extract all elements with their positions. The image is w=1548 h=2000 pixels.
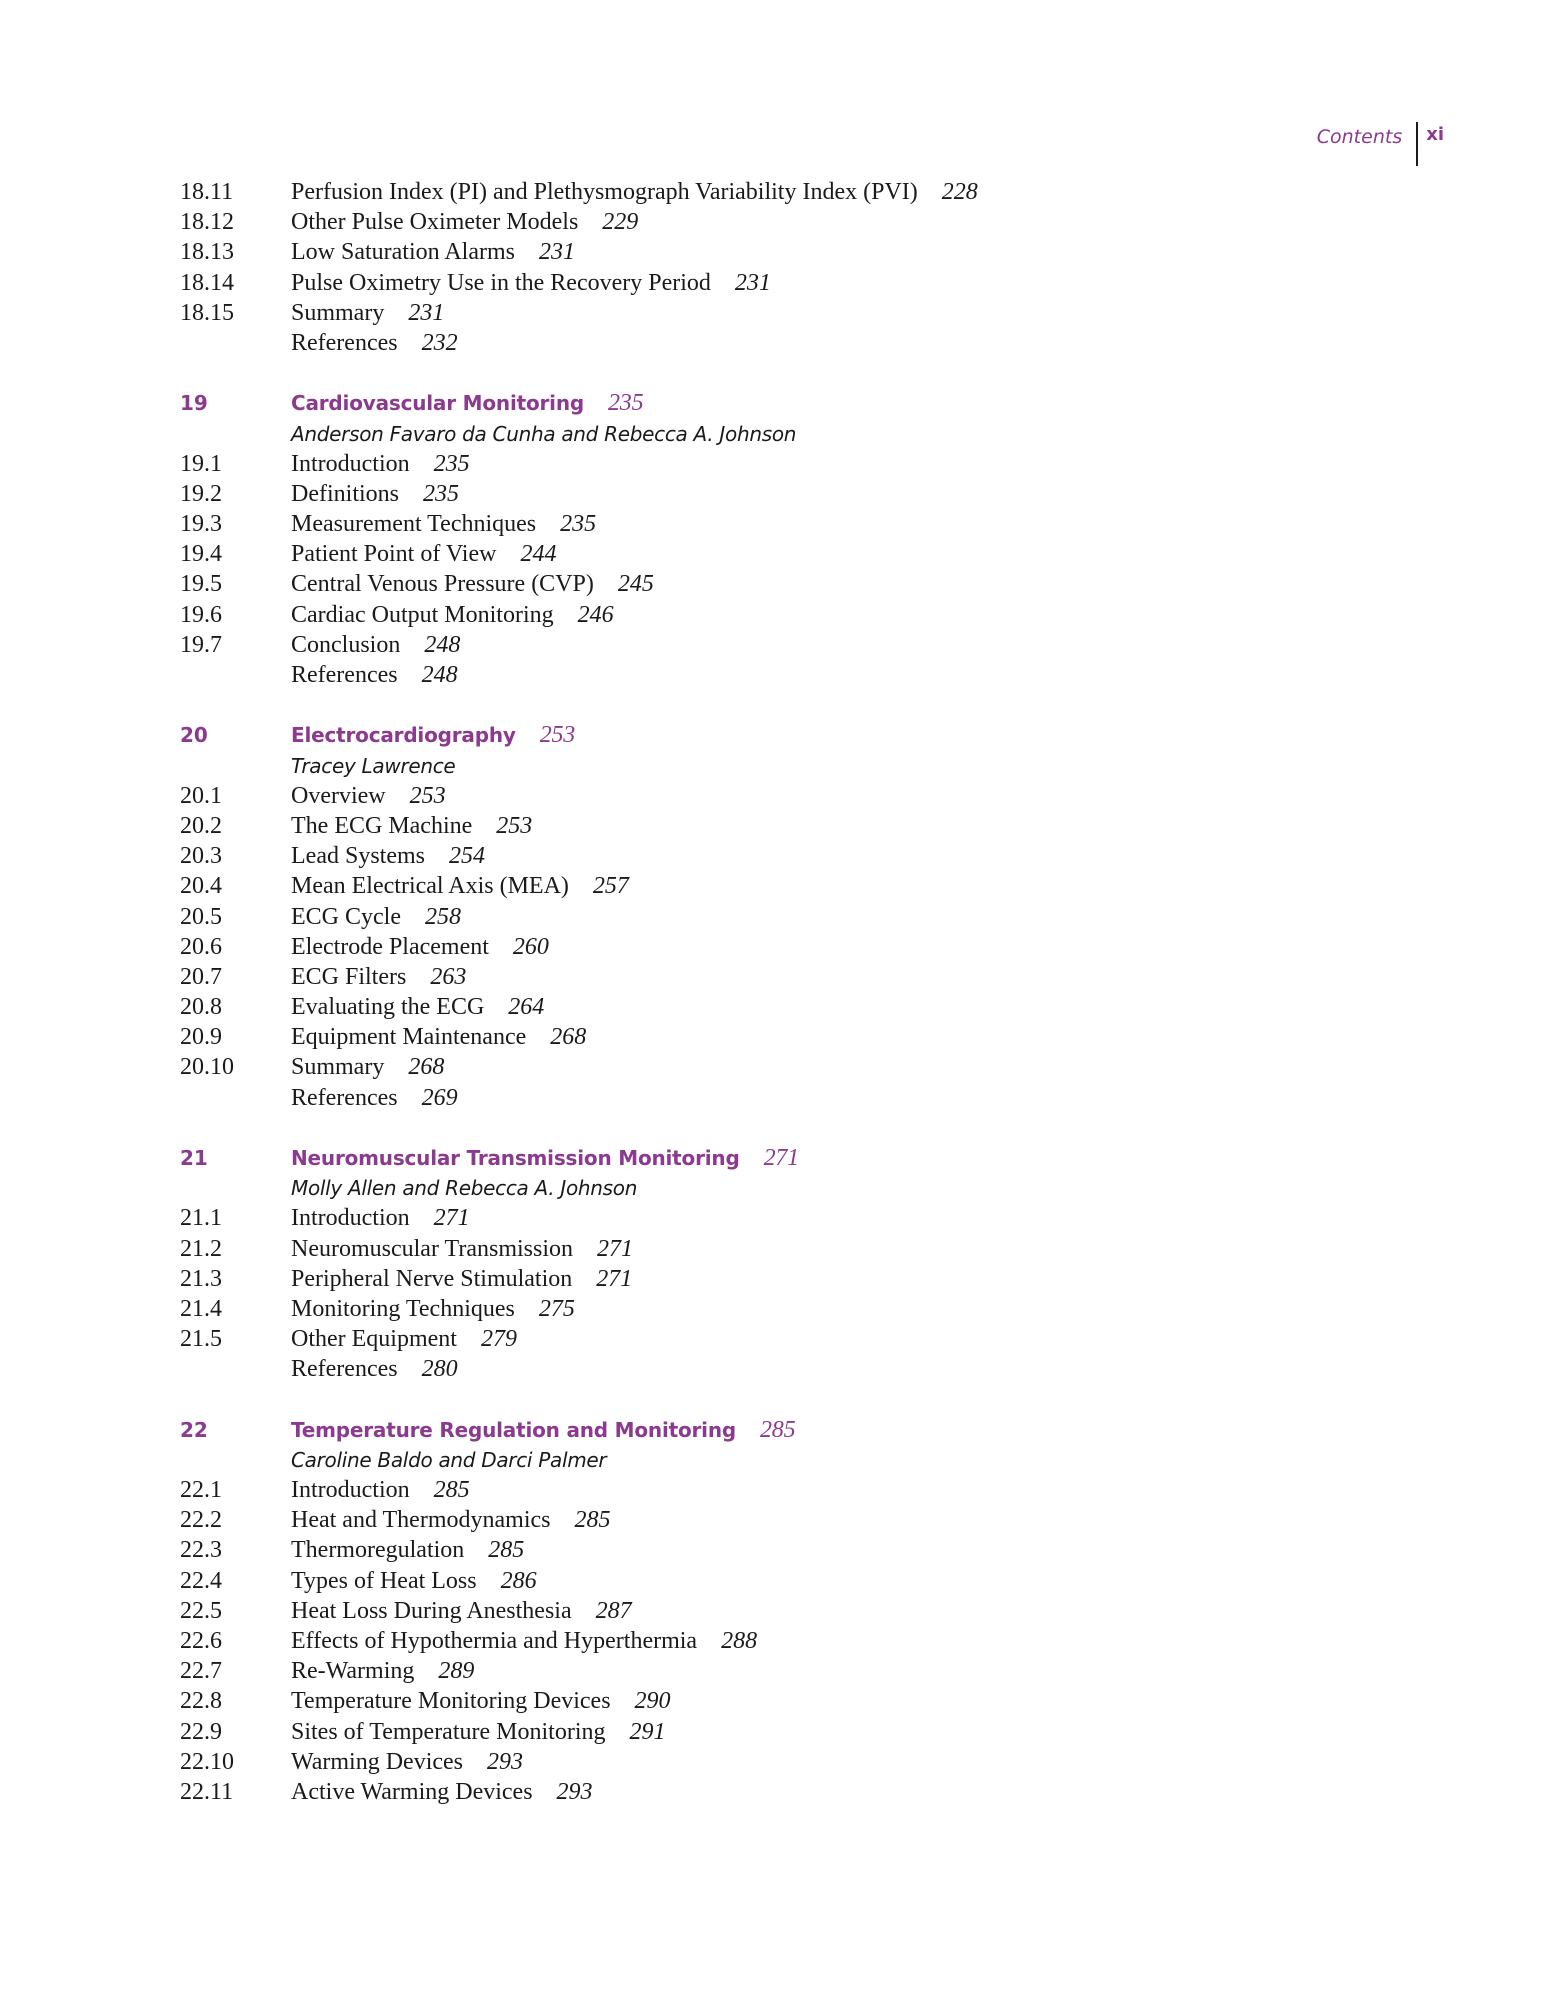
toc-entry[interactable]: [180, 1475, 1380, 1505]
section-title: Temperature Monitoring Devices: [291, 1688, 611, 1715]
section-title: Patient Point of View: [291, 541, 497, 568]
running-head-page-number: xi: [1426, 124, 1444, 145]
section-title: Introduction: [291, 1477, 410, 1504]
section-page: 263: [430, 963, 467, 990]
toc-entry[interactable]: [180, 1747, 1380, 1777]
section-number: 22.3: [180, 1537, 222, 1564]
section-page: 279: [480, 1326, 517, 1353]
section-title-line: [291, 479, 459, 509]
chapter-title: Cardiovascular Monitoring: [291, 391, 584, 416]
section-title: The ECG Machine: [291, 812, 473, 839]
toc-entry[interactable]: [180, 1052, 1380, 1082]
section-title-line: [291, 660, 458, 690]
section-page: 253: [496, 812, 533, 839]
section-page: 293: [556, 1778, 593, 1805]
toc-entry[interactable]: [180, 1022, 1380, 1052]
section-gap: [180, 358, 1380, 388]
section-number: 21.3: [180, 1265, 222, 1292]
chapter-page: 235: [607, 390, 644, 417]
section-title-line: [291, 207, 638, 237]
section-title-line: [291, 871, 629, 901]
toc-entry[interactable]: [180, 1505, 1380, 1535]
section-page: 271: [433, 1205, 470, 1232]
section-title: Active Warming Devices: [291, 1778, 533, 1805]
section-number: 21.4: [180, 1295, 222, 1322]
section-page: 235: [560, 511, 597, 538]
section-title-line: [291, 811, 532, 841]
section-page: 248: [424, 631, 461, 658]
section-gap: [180, 1385, 1380, 1415]
toc-entry[interactable]: [180, 539, 1380, 569]
section-title: Neuromuscular Transmission: [291, 1235, 573, 1262]
section-number: 22.11: [180, 1778, 234, 1805]
toc-entry[interactable]: [180, 1083, 1380, 1113]
chapter-heading[interactable]: [180, 388, 1380, 418]
section-number: 22.1: [180, 1477, 222, 1504]
chapter-number: 20: [180, 723, 208, 748]
section-page: 244: [520, 541, 557, 568]
section-page: 271: [597, 1235, 633, 1262]
chapter-title-line: [291, 1415, 795, 1445]
section-title: Definitions: [291, 480, 399, 507]
section-title-line: [291, 1475, 470, 1505]
section-number: 19.2: [180, 480, 222, 507]
section-page: 286: [500, 1567, 537, 1594]
section-page: 280: [421, 1356, 458, 1383]
section-title-line: [291, 449, 470, 479]
chapter-heading[interactable]: [180, 720, 1380, 750]
section-title: Measurement Techniques: [291, 511, 537, 538]
toc-entry[interactable]: [180, 871, 1380, 901]
section-page: 290: [634, 1688, 671, 1715]
toc-entry[interactable]: [180, 1535, 1380, 1565]
section-page: 231: [408, 299, 445, 326]
section-number: 22.4: [180, 1567, 222, 1594]
chapter-number: 21: [180, 1146, 208, 1170]
chapter-number: 19: [180, 391, 208, 416]
section-page: 289: [438, 1658, 475, 1685]
section-number: 20.2: [180, 812, 222, 839]
chapter-title-line: [291, 388, 643, 418]
toc-entry[interactable]: [180, 600, 1380, 630]
chapter-page: 285: [759, 1416, 796, 1443]
section-title-line: [291, 328, 458, 358]
section-title: References: [291, 329, 398, 356]
section-title: Conclusion: [291, 631, 401, 658]
toc-entry[interactable]: [180, 1354, 1380, 1384]
section-title-line: [291, 902, 461, 932]
section-title-line: [291, 1083, 458, 1113]
toc-entry[interactable]: [180, 509, 1380, 539]
chapter-page: 253: [539, 722, 576, 749]
toc-entry[interactable]: [180, 1324, 1380, 1354]
section-number: 22.6: [180, 1628, 222, 1654]
section-title: Monitoring Techniques: [291, 1295, 515, 1322]
toc-entry[interactable]: [180, 298, 1380, 328]
section-number: 22.2: [180, 1507, 222, 1534]
section-title: References: [291, 1084, 398, 1111]
section-number: 22.10: [180, 1748, 234, 1775]
section-title-line: [291, 1354, 458, 1384]
section-title-line: [291, 1566, 537, 1596]
section-page: 231: [734, 269, 771, 296]
section-title: Other Pulse Oximeter Models: [291, 209, 579, 236]
section-number: 19.7: [180, 631, 222, 658]
section-title: Pulse Oximetry Use in the Recovery Period: [291, 269, 711, 296]
section-number: 20.6: [180, 933, 222, 960]
section-page: 231: [538, 239, 575, 266]
section-title: Perfusion Index (PI) and Plethysmograph Variability Index (PVI): [291, 179, 918, 205]
section-title-line: [291, 298, 444, 328]
section-number: 20.4: [180, 873, 222, 900]
section-title: Low Saturation Alarms: [291, 239, 515, 266]
toc-entry[interactable]: [180, 268, 1380, 298]
section-number: 19.3: [180, 511, 222, 538]
section-title-line: [291, 1505, 610, 1535]
section-page: 285: [433, 1477, 470, 1504]
section-title: Heat and Thermodynamics: [291, 1507, 551, 1534]
section-page: 235: [433, 450, 470, 477]
section-number: 18.13: [180, 239, 234, 266]
toc-entry[interactable]: [180, 569, 1380, 599]
section-page: 287: [595, 1597, 632, 1624]
section-number: 18.11: [180, 179, 234, 205]
section-title-line: [291, 1294, 575, 1324]
section-number: 19.6: [180, 601, 222, 628]
toc-entry[interactable]: [180, 1686, 1380, 1716]
toc-entry[interactable]: [180, 630, 1380, 660]
section-page: 245: [617, 571, 654, 598]
toc-entry[interactable]: [180, 328, 1380, 358]
section-title-line: [291, 992, 544, 1022]
toc-entry[interactable]: [180, 811, 1380, 841]
section-title-line: [291, 539, 556, 569]
toc-entry[interactable]: [180, 962, 1380, 992]
table-of-contents: [180, 177, 1380, 1807]
section-title-line: [291, 1596, 632, 1626]
section-title-line: [291, 1324, 517, 1354]
section-title-line: [291, 630, 460, 660]
section-number: 22.8: [180, 1688, 222, 1715]
section-number: 18.15: [180, 299, 234, 326]
section-page: 254: [448, 843, 485, 870]
section-title: Heat Loss During Anesthesia: [291, 1597, 572, 1624]
section-title-line: [291, 932, 549, 962]
section-title-line: [291, 1686, 671, 1716]
section-title: Evaluating the ECG: [291, 994, 485, 1021]
toc-entry[interactable]: [180, 1717, 1380, 1747]
section-title-line: [291, 1234, 633, 1264]
chapter-title-line: [291, 1143, 799, 1173]
section-number: 20.3: [180, 843, 222, 870]
section-number: 19.4: [180, 541, 222, 568]
running-head: [1317, 122, 1444, 162]
section-page: 229: [602, 209, 639, 236]
section-number: 18.14: [180, 269, 234, 296]
toc-entry[interactable]: [180, 902, 1380, 932]
section-page: 268: [408, 1054, 445, 1081]
section-title: Cardiac Output Monitoring: [291, 601, 554, 628]
section-title-line: [291, 1717, 665, 1747]
section-page: 285: [488, 1537, 525, 1564]
section-title-line: [291, 237, 575, 267]
toc-entry[interactable]: [180, 449, 1380, 479]
section-page: 228: [941, 179, 978, 205]
section-title-line: [291, 1535, 524, 1565]
section-title: Electrode Placement: [291, 933, 489, 960]
section-title-line: [291, 1022, 586, 1052]
section-number: 19.1: [180, 450, 222, 477]
toc-entry[interactable]: [180, 1294, 1380, 1324]
section-title-line: [291, 600, 614, 630]
toc-entry[interactable]: [180, 660, 1380, 690]
section-number: 22.7: [180, 1658, 222, 1685]
section-page: 257: [592, 873, 629, 900]
section-page: 275: [538, 1295, 575, 1322]
section-title: Equipment Maintenance: [291, 1024, 527, 1051]
section-title: References: [291, 662, 398, 688]
section-title: ECG Filters: [291, 963, 407, 990]
toc-entry[interactable]: [180, 1264, 1380, 1294]
section-page: 285: [574, 1507, 611, 1534]
section-title: Summary: [291, 1054, 385, 1081]
section-title: Types of Heat Loss: [291, 1567, 477, 1594]
section-number: 22.5: [180, 1597, 222, 1624]
toc-entry[interactable]: [180, 1596, 1380, 1626]
section-page: 268: [550, 1024, 587, 1051]
section-gap: [180, 690, 1380, 720]
section-number: 21.2: [180, 1235, 222, 1262]
chapter-page: 271: [763, 1145, 799, 1171]
chapter-title: Neuromuscular Transmission Monitoring: [291, 1146, 740, 1170]
section-page: 260: [512, 933, 549, 960]
section-number: 20.8: [180, 994, 222, 1021]
section-page: 293: [487, 1748, 524, 1775]
section-title-line: [291, 1656, 474, 1686]
chapter-authors: Caroline Baldo and Darci Palmer: [291, 1447, 607, 1472]
chapter-authors: Tracey Lawrence: [291, 753, 456, 778]
section-page: 269: [421, 1084, 458, 1111]
section-page: 291: [629, 1718, 666, 1745]
toc-entry[interactable]: [180, 177, 1380, 207]
toc-entry[interactable]: [180, 841, 1380, 871]
section-title-line: [291, 781, 446, 811]
section-number: 21.1: [180, 1205, 222, 1232]
toc-entry[interactable]: [180, 1234, 1380, 1264]
section-page: 248: [421, 662, 458, 688]
section-title: Warming Devices: [291, 1748, 464, 1775]
chapter-heading[interactable]: [180, 1143, 1380, 1173]
section-gap: [180, 1113, 1380, 1143]
section-title: Effects of Hypothermia and Hyperthermia: [291, 1628, 698, 1654]
chapter-number: 22: [180, 1417, 208, 1442]
section-title: Peripheral Nerve Stimulation: [291, 1265, 573, 1292]
chapter-authors: Molly Allen and Rebecca A. Johnson: [291, 1176, 638, 1201]
section-number: 20.10: [180, 1054, 234, 1081]
section-title: Sites of Temperature Monitoring: [291, 1718, 606, 1745]
section-title: Introduction: [291, 450, 410, 477]
chapter-authors-row: [180, 751, 1380, 781]
section-title-line: [291, 1626, 757, 1656]
section-title: Thermoregulation: [291, 1537, 465, 1564]
toc-entry[interactable]: [180, 992, 1380, 1022]
section-number: 18.12: [180, 209, 234, 236]
toc-entry[interactable]: [180, 932, 1380, 962]
toc-entry[interactable]: [180, 1626, 1380, 1656]
section-title-line: [291, 1264, 632, 1294]
section-title-line: [291, 1052, 444, 1082]
section-title: Other Equipment: [291, 1326, 457, 1353]
section-title: References: [291, 1356, 398, 1383]
section-title-line: [291, 177, 978, 207]
section-title-line: [291, 1203, 470, 1233]
section-page: 246: [577, 601, 614, 628]
section-title: Overview: [291, 782, 386, 809]
section-page: 232: [421, 329, 458, 356]
chapter-title: Electrocardiography: [291, 723, 516, 748]
section-title-line: [291, 569, 654, 599]
toc-entry[interactable]: [180, 237, 1380, 267]
chapter-title-line: [291, 720, 575, 750]
section-title-line: [291, 962, 466, 992]
section-page: 288: [721, 1628, 758, 1654]
section-number: 20.7: [180, 963, 222, 990]
section-title: ECG Cycle: [291, 903, 401, 930]
running-head-label: Contents: [1316, 126, 1403, 148]
toc-entry[interactable]: [180, 1566, 1380, 1596]
section-title-line: [291, 509, 596, 539]
toc-entry[interactable]: [180, 781, 1380, 811]
section-title: Central Venous Pressure (CVP): [291, 571, 594, 598]
toc-entry[interactable]: [180, 479, 1380, 509]
section-page: 271: [596, 1265, 633, 1292]
section-page: 264: [508, 994, 545, 1021]
section-page: 235: [423, 480, 459, 507]
section-title-line: [291, 841, 485, 871]
chapter-authors-row: [180, 1173, 1380, 1203]
section-title: Re-Warming: [291, 1658, 415, 1685]
section-page: 258: [424, 903, 461, 930]
section-number: 20.9: [180, 1024, 222, 1051]
toc-entry[interactable]: [180, 1203, 1380, 1233]
chapter-authors-row: [180, 419, 1380, 449]
section-number: 20.5: [180, 903, 222, 930]
chapter-authors: Anderson Favaro da Cunha and Rebecca A. Johnson: [291, 421, 797, 446]
section-page: 253: [409, 782, 446, 809]
section-number: 22.9: [180, 1718, 222, 1745]
section-title: Lead Systems: [291, 843, 425, 870]
toc-entry[interactable]: [180, 1777, 1380, 1807]
section-title: Introduction: [291, 1205, 410, 1232]
section-title-line: [291, 1777, 593, 1807]
section-title: Summary: [291, 299, 385, 326]
section-number: 21.5: [180, 1326, 222, 1353]
section-title-line: [291, 268, 771, 298]
section-number: 19.5: [180, 571, 222, 598]
toc-entry[interactable]: [180, 1656, 1380, 1686]
chapter-authors-row: [180, 1445, 1380, 1475]
chapter-title: Temperature Regulation and Monitoring: [291, 1417, 736, 1442]
chapter-heading[interactable]: [180, 1415, 1380, 1445]
toc-entry[interactable]: [180, 207, 1380, 237]
section-title: Mean Electrical Axis (MEA): [291, 873, 569, 900]
section-number: 20.1: [180, 782, 222, 809]
section-title-line: [291, 1747, 523, 1777]
